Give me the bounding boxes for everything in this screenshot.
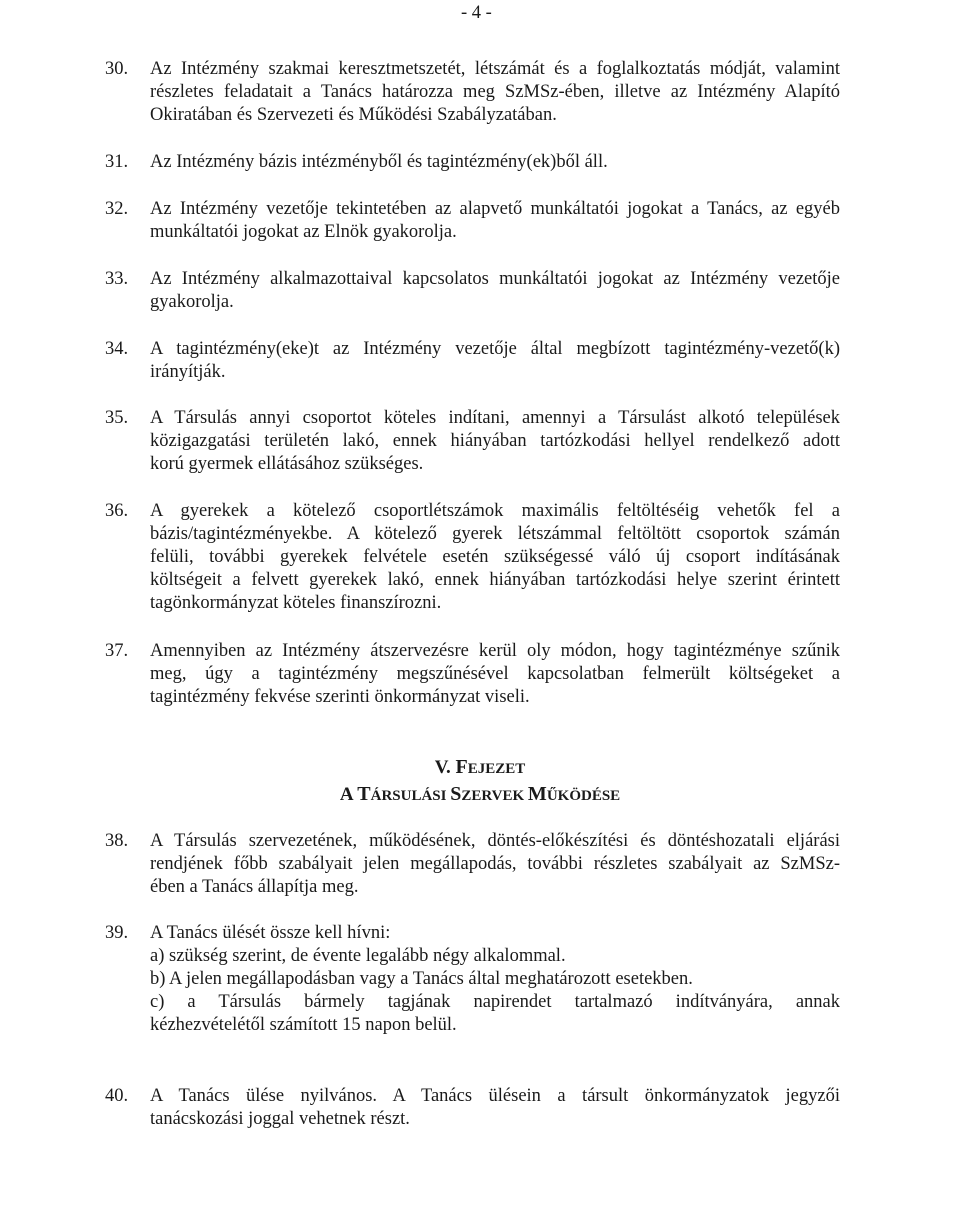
text-line: korú gyermek ellátásához szükséges. bbox=[150, 454, 424, 474]
text-line: ében a Tanács állapítja meg. bbox=[150, 877, 359, 897]
section-34 bbox=[105, 338, 840, 384]
text-line: kézhezvételétől számított 15 napon belül. bbox=[150, 1015, 457, 1035]
section-number: 33. bbox=[105, 269, 129, 289]
section-number: 36. bbox=[105, 501, 129, 521]
title-rest: ŰKÖDÉSE bbox=[546, 788, 621, 804]
text-line: A Tanács ülését össze kell hívni: bbox=[150, 923, 391, 943]
title-initial: M bbox=[527, 783, 547, 805]
section-number: 34. bbox=[105, 339, 129, 359]
text-line: Az Intézmény bázis intézményből és tagintézmény(ek)ből áll. bbox=[150, 152, 608, 172]
chapter-title bbox=[0, 783, 960, 806]
chapter-numeral: V. bbox=[434, 757, 456, 778]
chapter-word-initial: F bbox=[455, 756, 468, 778]
section-30 bbox=[105, 58, 840, 127]
text-line: irányítják. bbox=[150, 362, 226, 382]
section-31 bbox=[105, 151, 840, 174]
text-line: A Társulás annyi csoportot köteles indítani, amennyi a Társulást alkotó települések bbox=[150, 408, 840, 428]
text-line: gyakorolja. bbox=[150, 292, 234, 312]
section-35 bbox=[105, 407, 840, 476]
text-line: közigazgatási területén lakó, ennek hiányában tartózkodási hellyel rendelkező adott bbox=[150, 431, 840, 451]
title-initial: T bbox=[357, 783, 371, 805]
section-36 bbox=[105, 500, 840, 615]
section-32 bbox=[105, 198, 840, 244]
text-line: Amennyiben az Intézmény átszervezésre kerül oly módon, hogy tagintézménye szűnik bbox=[150, 641, 840, 661]
text-line: Az Intézmény alkalmazottaival kapcsolatos munkáltatói jogokat az Intézmény vezetője bbox=[150, 269, 840, 289]
text-line: Az Intézmény szakmai keresztmetszetét, létszámát és a foglalkoztatás módját, valamint bbox=[150, 59, 840, 79]
chapter-word-rest: EJEZET bbox=[467, 761, 526, 777]
section-number: 30. bbox=[105, 59, 129, 79]
section-number: 32. bbox=[105, 199, 129, 219]
text-line: A tagintézmény(eke)t az Intézmény vezetője által megbízott tagintézmény-vezető(k) bbox=[150, 339, 840, 359]
section-number: 38. bbox=[105, 831, 129, 851]
text-line: költségeit a felvett gyerekek lakó, ennek hiányában tartózkodási helye szerint érintett bbox=[150, 570, 840, 590]
page-number: - 4 - bbox=[461, 3, 492, 23]
text-line: tagönkormányzat köteles finanszírozni. bbox=[150, 593, 442, 613]
section-number: 35. bbox=[105, 408, 129, 428]
title-rest: ÁRSULÁSI bbox=[370, 788, 451, 804]
section-number: 40. bbox=[105, 1086, 129, 1106]
text-line: a) szükség szerint, de évente legalább négy alkalommal. bbox=[150, 946, 566, 966]
section-38 bbox=[105, 830, 840, 899]
text-line: tagintézmény fekvése szerinti önkormányzat viseli. bbox=[150, 687, 530, 707]
text-line: c) a Társulás bármely tagjának napirendet tartalmazó indítványára, annak bbox=[150, 992, 840, 1012]
text-line: bázis/tagintézményekbe. A kötelező gyerek létszámmal feltöltött csoportok számán bbox=[150, 524, 840, 544]
text-line: rendjének főbb szabályait jelen megállapodás, további részletes szabályait az SzMSz- bbox=[150, 854, 840, 874]
section-40 bbox=[105, 1085, 840, 1131]
text-line: Okiratában és Szervezeti és Működési Szabályzatában. bbox=[150, 105, 557, 125]
text-line: A Tanács ülése nyilvános. A Tanács ülésein a társult önkormányzatok jegyzői bbox=[150, 1086, 840, 1106]
section-39 bbox=[105, 922, 840, 1037]
text-line: A gyerekek a kötelező csoportlétszámok maximális feltöltéséig vehetők fel a bbox=[150, 501, 840, 521]
section-number: 39. bbox=[105, 923, 129, 943]
text-line: b) A jelen megállapodásban vagy a Tanács által meghatározott esetekben. bbox=[150, 969, 693, 989]
section-number: 37. bbox=[105, 641, 129, 661]
text-line: munkáltatói jogokat az Elnök gyakorolja. bbox=[150, 222, 457, 242]
text-line: Az Intézmény vezetője tekintetében az alapvető munkáltatói jogokat a Tanács, az egyéb bbox=[150, 199, 840, 219]
title-initial: S bbox=[450, 783, 462, 805]
text-line: meg, úgy a tagintézmény megszűnésével kapcsolatban felmerült költségeket a bbox=[150, 664, 840, 684]
chapter-title-article: A bbox=[339, 784, 358, 805]
text-line: felüli, további gyerekek felvétele esetén szükségessé váló új csoport indításának bbox=[150, 547, 840, 567]
section-number: 31. bbox=[105, 152, 129, 172]
text-line: tanácskozási joggal vehetnek részt. bbox=[150, 1109, 410, 1129]
section-33 bbox=[105, 268, 840, 314]
section-37 bbox=[105, 640, 840, 709]
text-line: részletes feladatait a Tanács határozza meg SzMSz-ében, illetve az Intézmény Alapító bbox=[150, 82, 840, 102]
text-line: A Társulás szervezetének, működésének, döntés-előkészítési és döntéshozatali eljárási bbox=[150, 831, 840, 851]
title-rest: ZERVEK bbox=[461, 788, 528, 804]
chapter-number bbox=[0, 756, 960, 779]
